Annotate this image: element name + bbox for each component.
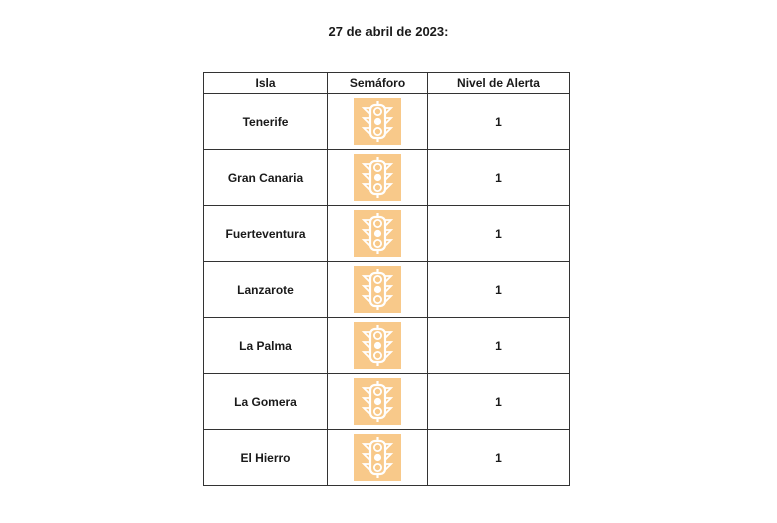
traffic-light-icon [354, 210, 401, 257]
traffic-light-icon [354, 154, 401, 201]
table-header-row [204, 73, 570, 94]
table-row [204, 150, 570, 206]
table-row [204, 262, 570, 318]
cell-semaforo [328, 150, 428, 206]
cell-nivel: 1 [428, 430, 570, 486]
cell-semaforo [328, 262, 428, 318]
cell-semaforo [328, 318, 428, 374]
cell-isla: La Gomera [204, 374, 328, 430]
cell-isla: La Palma [204, 318, 328, 374]
cell-nivel: 1 [428, 262, 570, 318]
traffic-light-icon [354, 266, 401, 313]
cell-semaforo [328, 206, 428, 262]
cell-isla: Lanzarote [204, 262, 328, 318]
traffic-light-icon [354, 98, 401, 145]
cell-nivel: 1 [428, 374, 570, 430]
table-row [204, 318, 570, 374]
cell-semaforo [328, 374, 428, 430]
cell-isla: El Hierro [204, 430, 328, 486]
table-row [204, 374, 570, 430]
cell-isla: Fuerteventura [204, 206, 328, 262]
header-isla: Isla [204, 73, 328, 94]
cell-isla: Tenerife [204, 94, 328, 150]
cell-nivel: 1 [428, 206, 570, 262]
cell-nivel: 1 [428, 94, 570, 150]
table-row [204, 94, 570, 150]
cell-isla: Gran Canaria [204, 150, 328, 206]
alert-level-table [203, 72, 570, 486]
table-row [204, 206, 570, 262]
cell-semaforo [328, 94, 428, 150]
traffic-light-icon [354, 378, 401, 425]
traffic-light-icon [354, 322, 401, 369]
header-semaforo: Semáforo [328, 73, 428, 94]
table-row [204, 430, 570, 486]
page-title: 27 de abril de 2023: [328, 24, 449, 39]
cell-nivel: 1 [428, 150, 570, 206]
cell-semaforo [328, 430, 428, 486]
traffic-light-icon [354, 434, 401, 481]
header-nivel-alerta: Nivel de Alerta [428, 73, 570, 94]
cell-nivel: 1 [428, 318, 570, 374]
